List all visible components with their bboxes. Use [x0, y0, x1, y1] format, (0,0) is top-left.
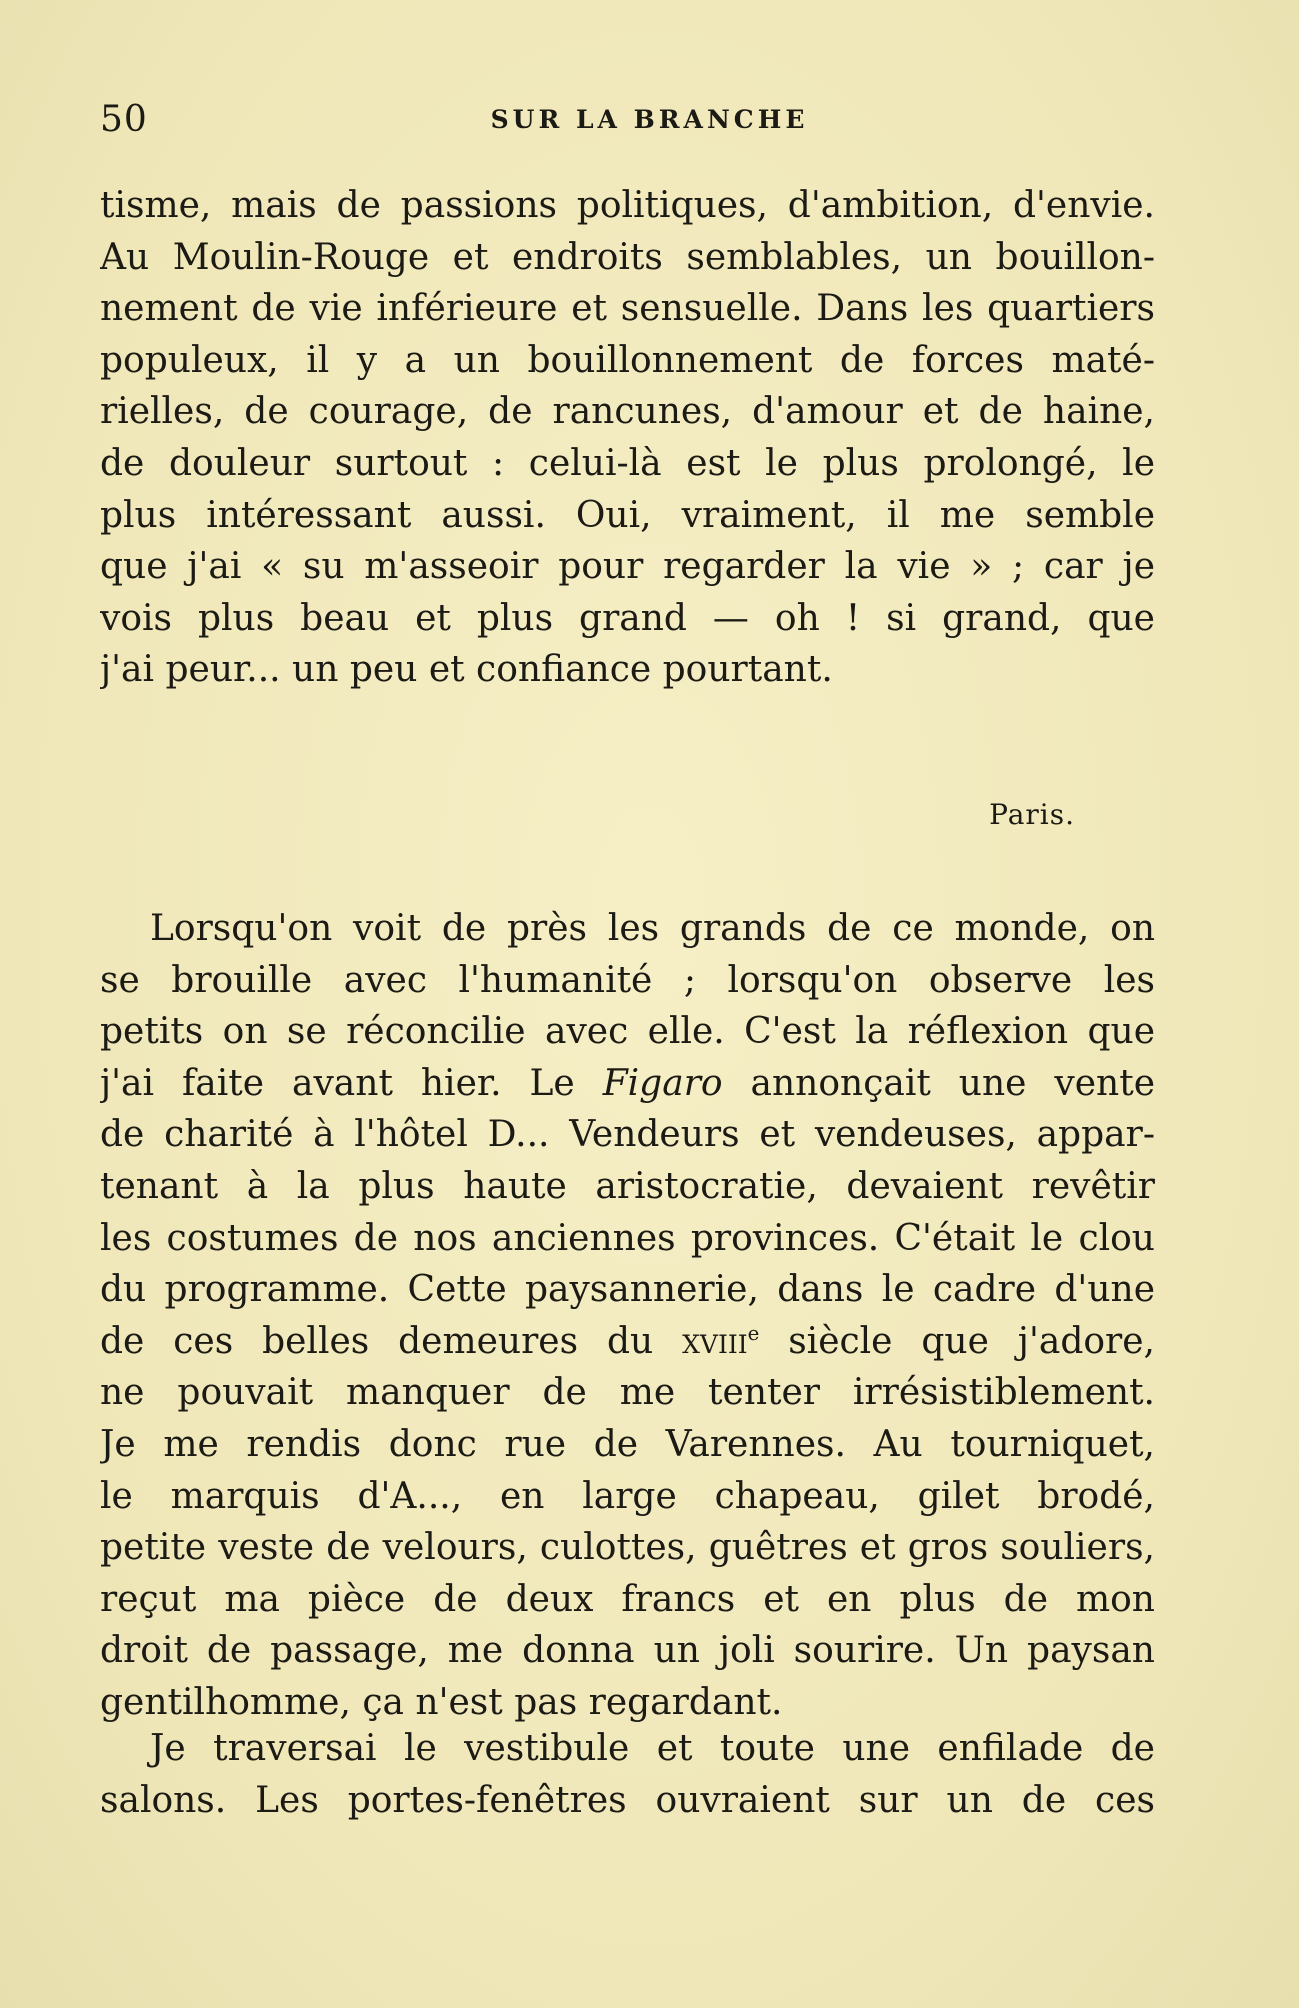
text-line: que j'ai « su m'asseoir pour regarder la vie » ; car je — [100, 546, 1155, 588]
text-line: Je traversai le vestibule et toute une enfilade de — [150, 1728, 1155, 1769]
text-line: nement de vie inférieure et sensuelle. Dans les quartiers — [100, 288, 1155, 330]
page-header — [100, 95, 1199, 145]
text-line: tenant à la plus haute aristocratie, devaient revêtir — [100, 1165, 1155, 1207]
text-line: gentilhomme, ça n'est pas regardant. — [100, 1681, 783, 1723]
century-numeral: xviii — [682, 1320, 748, 1362]
text-line: reçut ma pièce de deux francs et en plus de mon — [100, 1578, 1155, 1620]
page-number: 50 — [100, 99, 148, 140]
text-line: droit de passage, me donna un joli sourire. Un paysan — [100, 1630, 1155, 1672]
century-superscript: e — [747, 1321, 760, 1345]
paragraph-vente-de-charite — [100, 903, 1155, 1729]
text-line: tisme, mais de passions politiques, d'ambition, d'envie. — [100, 185, 1155, 226]
text-line — [100, 1058, 1155, 1110]
text-line: de douleur surtout : celui-là est le plus prolongé, le — [100, 442, 1155, 484]
place-signature: Paris. — [989, 798, 1075, 831]
text-line: salons. Les portes-fenêtres ouvraient sur un de ces — [100, 1779, 1155, 1821]
text-line: de charité à l'hôtel D... Vendeurs et vendeuses, appar- — [100, 1114, 1155, 1156]
text-line: rielles, de courage, de rancunes, d'amour et de haine, — [100, 391, 1155, 433]
text-line: plus intéressant aussi. Oui, vraiment, il me semble — [100, 494, 1155, 536]
text-fragment: de ces belles demeures du — [100, 1320, 683, 1362]
running-head: SUR LA BRANCHE — [490, 105, 809, 134]
text-fragment: siècle que j'adore, — [759, 1320, 1155, 1362]
text-line: petite veste de velours, culottes, guêtres et gros souliers, — [100, 1527, 1155, 1569]
text-fragment: j'ai faite avant hier. Le — [100, 1062, 603, 1104]
text-line: j'ai peur... un peu et confiance pourtant. — [100, 649, 833, 691]
text-line: vois plus beau et plus grand — oh ! si grand, que — [100, 597, 1155, 639]
text-line: Je me rendis donc rue de Varennes. Au tourniquet, — [100, 1423, 1155, 1465]
text-line: Lorsqu'on voit de près les grands de ce monde, on — [150, 908, 1155, 949]
text-line: du programme. Cette paysannerie, dans le cadre d'une — [100, 1269, 1155, 1311]
text-line: ne pouvait manquer de me tenter irrésistiblement. — [100, 1372, 1155, 1414]
paragraph-vestibule — [100, 1723, 1155, 1826]
text-fragment: annonçait une vente — [722, 1062, 1155, 1104]
text-line — [100, 1316, 1155, 1368]
text-line: Au Moulin-Rouge et endroits semblables, un bouillon- — [100, 236, 1155, 278]
text-line: les costumes de nos anciennes provinces. C'était le clou — [100, 1217, 1155, 1259]
text-line: petits on se réconcilie avec elle. C'est la réflexion que — [100, 1011, 1155, 1053]
text-line: se brouille avec l'humanité ; lorsqu'on observe les — [100, 959, 1155, 1001]
paragraph-continuation — [100, 180, 1155, 696]
text-line: populeux, il y a un bouillonnement de forces maté- — [100, 339, 1155, 381]
text-line: le marquis d'A..., en large chapeau, gilet brodé, — [100, 1475, 1155, 1517]
newspaper-title: Figaro — [602, 1062, 723, 1104]
